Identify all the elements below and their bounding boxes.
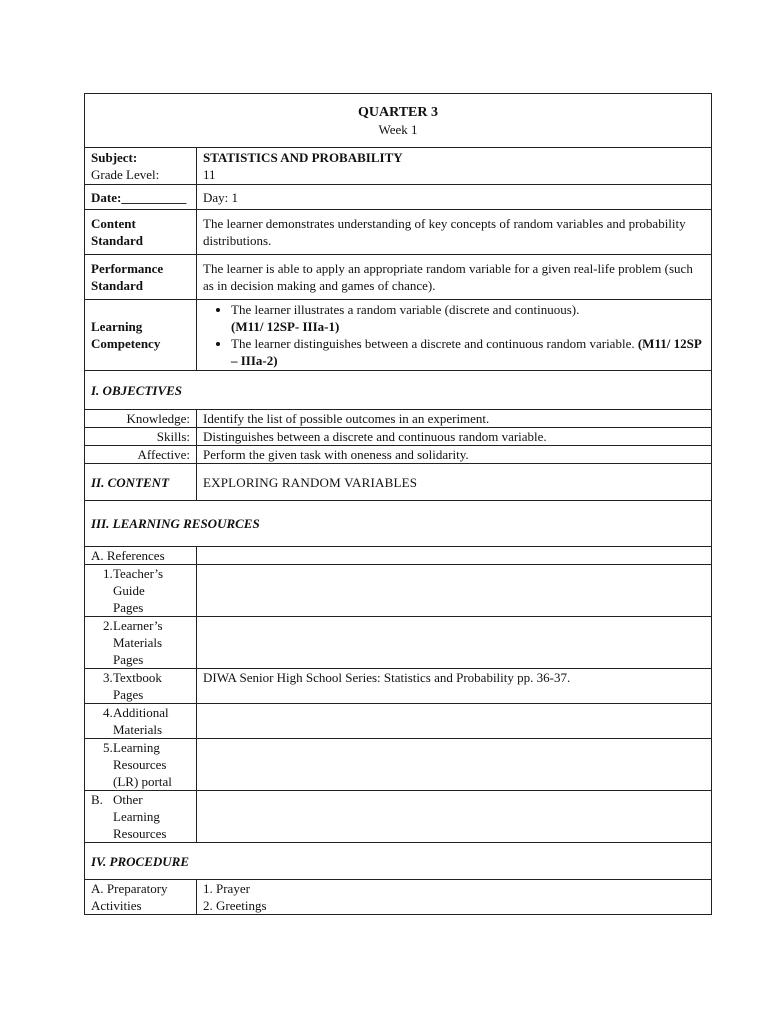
subject-value: STATISTICS AND PROBABILITY: [203, 150, 403, 165]
resources-heading-row: [85, 501, 712, 547]
subject-label: Subject:: [91, 150, 138, 165]
content-row: [85, 464, 712, 501]
resource-value: [197, 617, 712, 669]
other-resources-line: Other: [113, 792, 143, 807]
header-row: [85, 94, 712, 148]
competency-item: [231, 301, 705, 335]
skills-value: Distinguishes between a discrete and continuous random variable.: [197, 428, 712, 446]
resource-row: [85, 565, 712, 617]
quarter-title: QUARTER 3: [357, 104, 438, 120]
resource-label-line: Teacher’s: [113, 566, 164, 581]
performance-standard-label-1: Performance: [91, 261, 164, 276]
knowledge-value: Identify the list of possible outcomes in an experiment.: [197, 410, 712, 428]
resource-label-line: Pages: [113, 600, 144, 615]
preparatory-label-1: A. Preparatory: [91, 881, 168, 896]
objectives-heading-row: [85, 371, 712, 410]
date-label: Date:__________: [85, 185, 197, 210]
performance-standard-label-2: Standard: [91, 278, 144, 293]
competency-code: (M11/ 12SP – IIIa-2): [231, 336, 702, 368]
preparatory-item: 1. Prayer: [203, 881, 250, 896]
resource-number: 2.: [103, 618, 113, 633]
resource-number: 5.: [103, 740, 113, 755]
affective-row: [85, 446, 712, 464]
resource-value: [197, 565, 712, 617]
date-value: Day: 1: [197, 185, 712, 210]
learning-competency-row: [85, 300, 712, 371]
resource-label-line: Guide: [113, 583, 145, 598]
resource-number: 1.: [103, 566, 113, 581]
resource-label-line: Additional: [113, 705, 169, 720]
resource-number: 3.: [103, 670, 113, 685]
content-standard-label: Content Standard: [85, 210, 197, 255]
resource-label-line: Resources: [113, 757, 167, 772]
procedure-heading: IV. PROCEDURE: [85, 843, 712, 880]
learning-competency-label-2: Competency: [91, 336, 161, 351]
resource-label-line: Materials: [113, 722, 163, 737]
competency-text: The learner illustrates a random variable (discrete and continuous).: [231, 302, 580, 317]
resource-row: [85, 617, 712, 669]
procedure-heading-row: [85, 843, 712, 880]
content-value: EXPLORING RANDOM VARIABLES: [197, 464, 712, 501]
lesson-plan-table: [84, 93, 712, 915]
learning-competency-label-1: Learning: [91, 319, 143, 334]
subject-row: [85, 148, 712, 185]
preparatory-label-2: Activities: [91, 898, 142, 913]
date-row: [85, 185, 712, 210]
knowledge-label: Knowledge:: [85, 410, 197, 428]
objectives-heading: I. OBJECTIVES: [85, 371, 712, 410]
performance-standard-value: The learner is able to apply an appropriate random variable for a given real-life problem (such as in decision making and games of chance).: [197, 255, 712, 300]
other-resources-line: Resources: [113, 826, 167, 841]
week-label: Week 1: [378, 121, 418, 137]
resource-value: [197, 739, 712, 791]
references-label: A. References: [85, 547, 197, 565]
affective-label: Affective:: [85, 446, 197, 464]
resource-value: DIWA Senior High School Series: Statistics and Probability pp. 36-37.: [197, 669, 712, 704]
content-heading: II. CONTENT: [85, 464, 197, 501]
competency-text: The learner distinguishes between a discrete and continuous random variable.: [231, 336, 635, 351]
resources-heading: III. LEARNING RESOURCES: [85, 501, 712, 547]
content-standard-value: The learner demonstrates understanding of key concepts of random variables and probability distributions.: [197, 210, 712, 255]
grade-label: Grade Level:: [91, 167, 160, 182]
skills-row: [85, 428, 712, 446]
quarter-header: [85, 94, 712, 148]
other-resources-letter: B.: [91, 792, 103, 807]
performance-standard-row: [85, 255, 712, 300]
grade-value: 11: [203, 167, 216, 182]
other-resources-row: [85, 791, 712, 843]
other-resources-value: [197, 791, 712, 843]
resource-label-line: Pages: [113, 687, 144, 702]
resource-label-line: Pages: [113, 652, 144, 667]
competency-code: (M11/ 12SP- IIIa-1): [231, 319, 340, 334]
content-standard-row: [85, 210, 712, 255]
resource-number: 4.: [103, 705, 113, 720]
preparatory-item: 2. Greetings: [203, 898, 267, 913]
resource-row: [85, 669, 712, 704]
competency-item: [231, 335, 705, 369]
resource-row: [85, 704, 712, 739]
affective-value: Perform the given task with oneness and solidarity.: [197, 446, 712, 464]
resource-label-line: Learning: [113, 740, 160, 755]
resource-row: [85, 739, 712, 791]
preparatory-row: [85, 880, 712, 915]
competency-list: [203, 301, 705, 369]
resource-value: [197, 704, 712, 739]
resource-label-line: (LR) portal: [113, 774, 172, 789]
resource-label-line: Textbook: [113, 670, 162, 685]
resource-label-line: Materials: [113, 635, 163, 650]
references-row: [85, 547, 712, 565]
skills-label: Skills:: [85, 428, 197, 446]
knowledge-row: [85, 410, 712, 428]
other-resources-line: Learning: [113, 809, 160, 824]
resource-label-line: Learner’s: [113, 618, 163, 633]
